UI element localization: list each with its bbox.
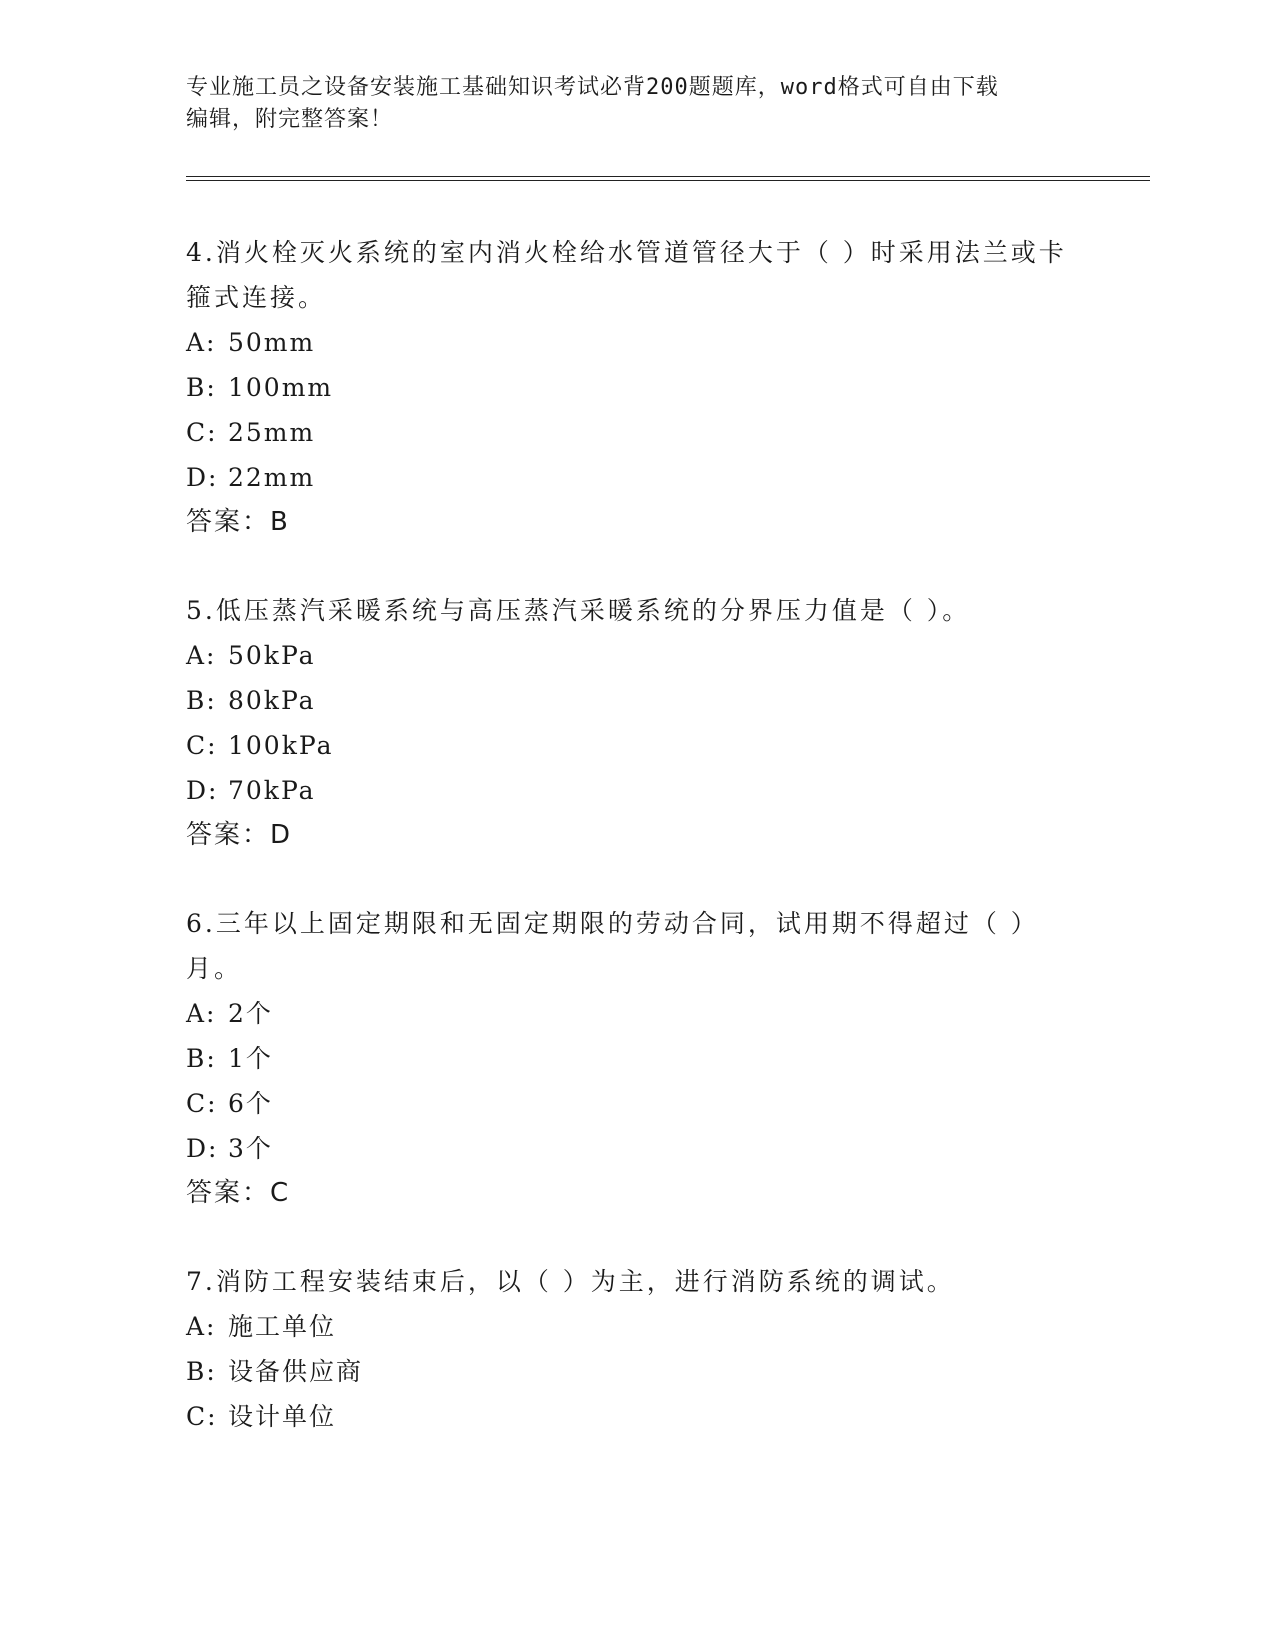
option-c [186,1081,1086,1126]
question-text: 6.三年以上固定期限和无固定期限的劳动合同，试用期不得超过（ ）月。 [186,909,1039,983]
option-text: 100mm [228,373,334,402]
option-key: B: [186,1044,217,1073]
answer-text: 答案：B [186,507,290,537]
header-divider [186,176,1150,181]
question-text: 7.消防工程安装结束后，以（ ）为主，进行消防系统的调试。 [186,1267,955,1296]
option-key: C: [186,731,218,760]
option-b [186,1349,1086,1394]
option-text: 80kPa [228,686,316,715]
option-text: 设计单位 [228,1402,337,1431]
option-key: B: [186,1357,217,1386]
question-6 [186,901,1086,1216]
option-c [186,410,1086,455]
question-7 [186,1259,1086,1439]
option-key: A: [186,328,217,357]
option-text: 6个 [228,1089,273,1118]
option-text: 50kPa [228,641,316,670]
answer-text: 答案：C [186,1178,291,1208]
option-text: 22mm [228,463,316,492]
option-d [186,455,1086,500]
option-b [186,678,1086,723]
option-key: C: [186,1402,218,1431]
option-text: 2个 [228,999,273,1028]
question-5 [186,588,1086,858]
header-title-line2: 编辑，附完整答案！ [186,107,394,132]
option-c [186,1394,1086,1439]
option-key: D: [186,463,219,492]
option-a [186,320,1086,365]
option-key: C: [186,418,218,447]
option-text: 施工单位 [228,1312,337,1341]
option-text: 3个 [228,1134,273,1163]
option-key: D: [186,1134,219,1163]
option-key: B: [186,686,217,715]
question-4 [186,230,1086,545]
option-text: 25mm [228,418,316,447]
option-text: 设备供应商 [228,1357,364,1386]
option-a [186,633,1086,678]
option-a [186,1304,1086,1349]
option-c [186,723,1086,768]
option-key: A: [186,1312,217,1341]
option-a [186,991,1086,1036]
option-key: A: [186,641,217,670]
answer-text: 答案：D [186,820,293,850]
option-d [186,1126,1086,1171]
option-d [186,768,1086,813]
document-header [186,72,1086,136]
question-text: 4.消火栓灭火系统的室内消火栓给水管道管径大于（ ）时采用法兰或卡箍式连接。 [186,238,1067,312]
option-text: 70kPa [228,776,316,805]
option-text: 1个 [228,1044,273,1073]
option-key: B: [186,373,217,402]
option-key: A: [186,999,217,1028]
option-b [186,365,1086,410]
question-text: 5.低压蒸汽采暖系统与高压蒸汽采暖系统的分界压力值是（ ）。 [186,596,971,625]
option-key: D: [186,776,219,805]
option-text: 100kPa [228,731,334,760]
question-list [186,230,1086,1482]
option-text: 50mm [228,328,316,357]
option-b [186,1036,1086,1081]
header-title-line1: 专业施工员之设备安装施工基础知识考试必背200题题库，word格式可自由下载 [186,75,999,100]
option-key: C: [186,1089,218,1118]
